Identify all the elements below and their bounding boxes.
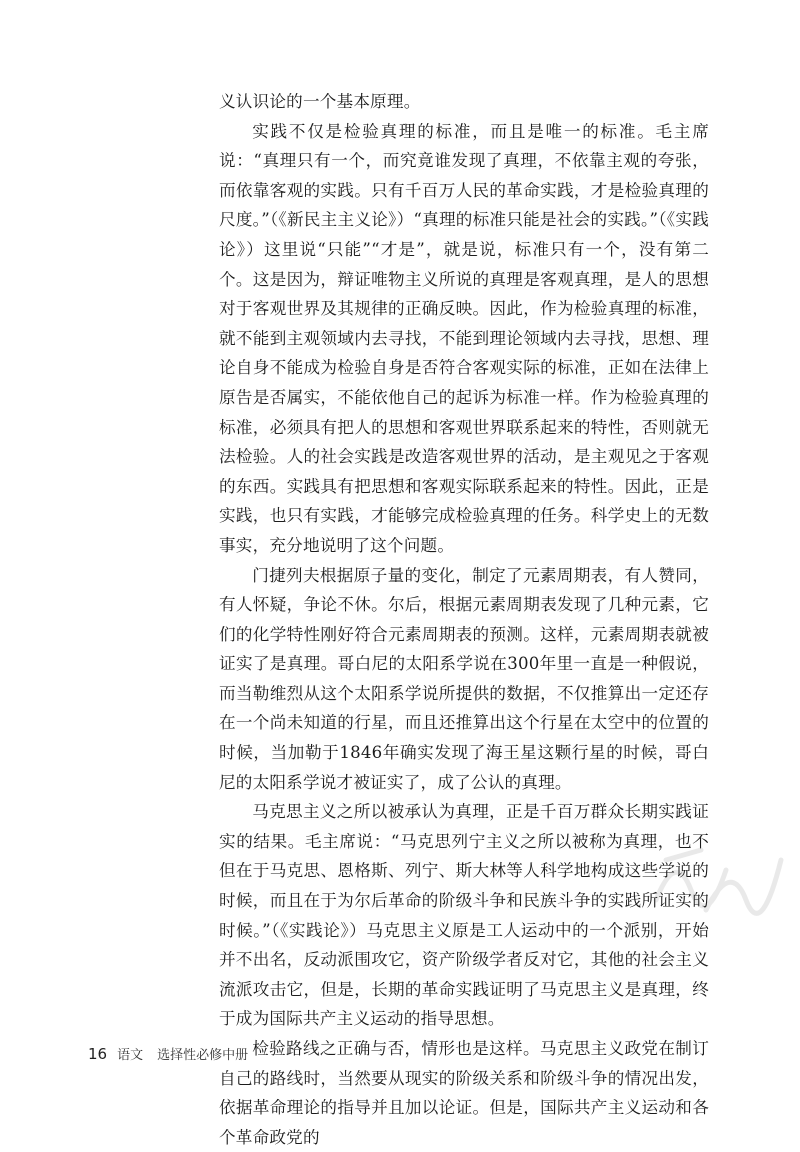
paragraph-3: 门捷列夫根据原子量的变化，制定了元素周期表，有人赞同，有人怀疑，争论不休。尔后，根据元素周期表发现了几种元素，它们的化学特性刚好符合元素周期表的预测。这样，元素周期表就被证实了是真理。哥白尼的太阳系学说在300年里一直是一种假说，而当勒维烈从这个太阳系学说所提供的数据，不仅推算出一定还存在一个尚未知道的行星，而且还推算出这个行星在太空中的位置的时候，当加勒于1846年确实发现了海王星这颗行星的时候，哥白尼的太阳系学说才被证实了，成了公认的真理。 [219, 565, 709, 792]
paragraph-2: 实践不仅是检验真理的标准，而且是唯一的标准。毛主席说：“真理只有一个，而究竟谁发现了真理，不依靠主观的夸张，而依靠客观的实践。只有千百万人民的革命实践，才是检验真理的尺度。”（《新民主主义论》）“真理的标准只能是社会的实践。”（《实践论》）这里说“只能”“才是”，就是说，标准只有一个，没有第二个。这是因为，辩证唯物主义所说的真理是客观真理，是人的思想对于客观世界及其规律的正确反映。因此，作为检验真理的标准，就不能到主观领域内去寻找，不能到理论领域内去寻找，思想、理论自身不能成为检验自身是否符合客观实际的标准，正如在法律上原告是否属实，不能依他自己的起诉为标准一样。作为检验真理的标准，必须具有把人的思想和客观世界联系起来的特性，否则就无法检验。人的社会实践是改造客观世界的活动，是主观见之于客观的东西。实践具有把思想和客观实际联系起来的特性。因此，正是实践，也只有实践，才能够完成检验真理的任务。科学史上的无数事实，充分地说明了这个问题。 [219, 121, 709, 555]
body-text [219, 87, 709, 1152]
paragraph-1: 义认识论的一个基本原理。 [219, 92, 421, 111]
paragraph-5: 检验路线之正确与否，情形也是这样。马克思主义政党在制订自己的路线时，当然要从现实的阶级关系和阶级斗争的情况出发，依据革命理论的指导并且加以论证。但是，国际共产主义运动和各个革命政党的 [219, 1039, 709, 1147]
page-number: 16 [88, 1045, 108, 1063]
page-footer [88, 1044, 248, 1063]
book-volume: 选择性必修中册 [157, 1048, 249, 1063]
watermark-logo [646, 830, 786, 920]
book-subject: 语文 [117, 1048, 144, 1063]
paragraph-4: 马克思主义之所以被承认为真理，正是千百万群众长期实践证实的结果。毛主席说：“马克思列宁主义之所以被称为真理，也不但在于马克思、恩格斯、列宁、斯大林等人科学地构成这些学说的时候，而且在于为尔后革命的阶级斗争和民族斗争的实践所证实的时候。”（《实践论》）马克思主义原是工人运动中的一个派别，开始并不出名，反动派围攻它，资产阶级学者反对它，其他的社会主义流派攻击它，但是，长期的革命实践证明了马克思主义是真理，终于成为国际共产主义运动的指导思想。 [219, 802, 709, 1029]
